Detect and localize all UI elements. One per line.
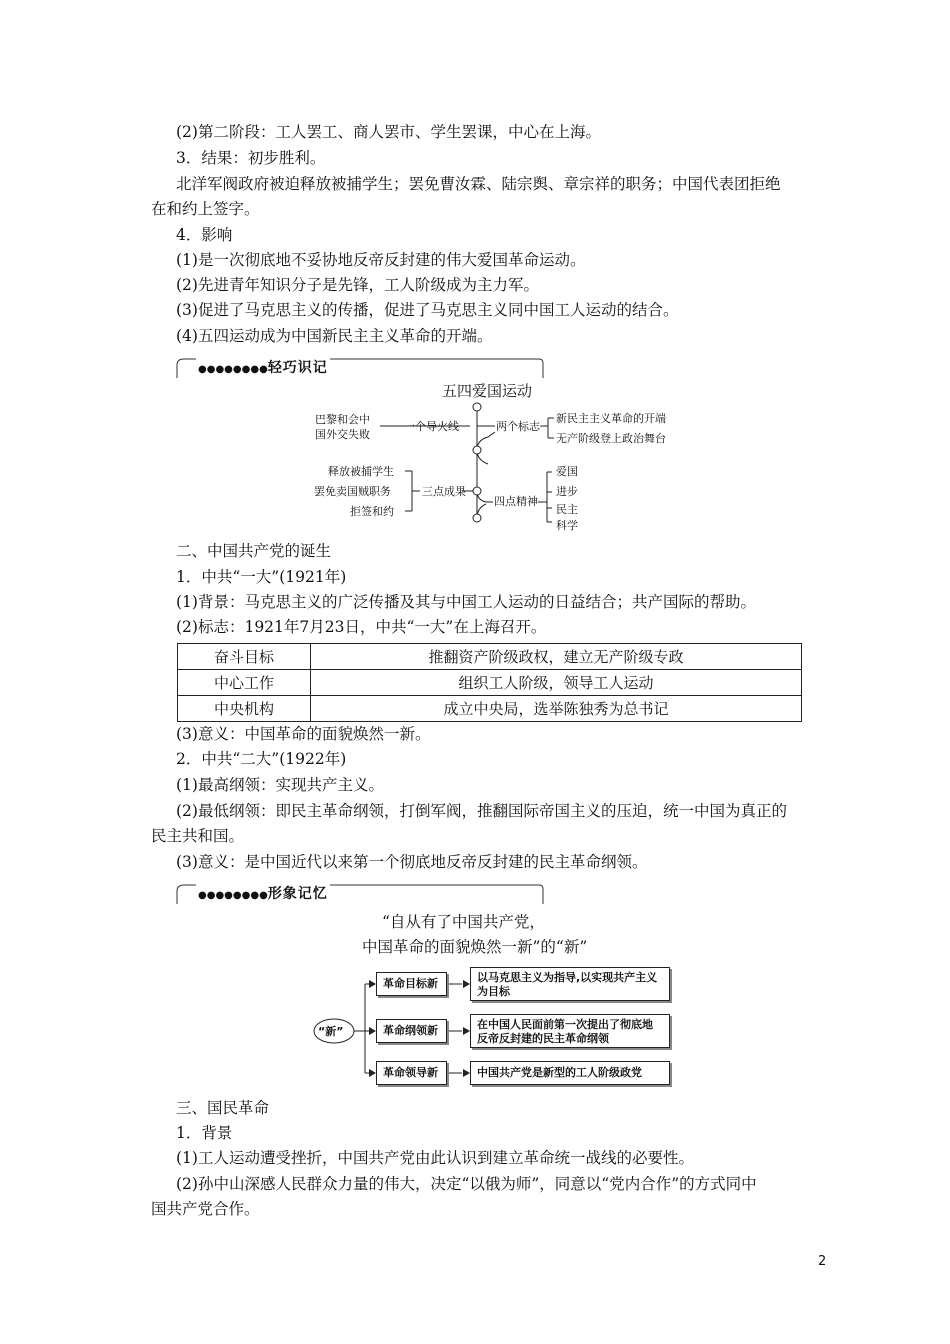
- cause-label: 国外交失败: [315, 428, 370, 441]
- subsection-heading: 1．背景: [176, 1124, 233, 1142]
- subsection-heading: 1．中共“一大”(1921年): [176, 568, 347, 586]
- text-line: (1)是一次彻底地不妥协地反帝反封建的伟大爱国革命运动。: [176, 251, 586, 269]
- diagram-title: 中国革命的面貌焕然一新”的“新”: [362, 938, 588, 956]
- text-line: (1)工人运动遭受挫折，中国共产党由此认识到建立革命统一战线的必要性。: [176, 1149, 694, 1167]
- spirit-label: 进步: [556, 485, 578, 498]
- text-line: (1)背景：马克思主义的广泛传播及其与中国工人运动的日益结合；共产国际的帮助。: [176, 593, 756, 611]
- two-marks-label: 两个标志: [496, 420, 540, 433]
- table-cell-key: 中央机构: [178, 696, 311, 722]
- text-line: 在和约上签字。: [151, 200, 260, 218]
- table-row: [178, 644, 802, 670]
- detail-line: 以马克思主义为指导,以实现共产主义: [477, 971, 658, 984]
- three-results-label: 三点成果: [422, 485, 466, 498]
- result-label: 释放被捕学生: [328, 465, 394, 478]
- detail-box: [470, 967, 670, 1001]
- section-heading: 二、中国共产党的诞生: [176, 542, 332, 560]
- aspect-box: 革命目标新: [376, 972, 447, 996]
- table-cell-value: 组织工人阶级，领导工人运动: [311, 670, 802, 696]
- spirit-label: 爱国: [556, 465, 578, 478]
- aspect-box: 革命领导新: [376, 1061, 447, 1085]
- diagram-title: 五四爱国运动: [442, 382, 533, 400]
- table-row: [178, 670, 802, 696]
- spirit-label: 民主: [556, 503, 578, 516]
- text-line: 民主共和国。: [151, 827, 245, 845]
- text-line: 国共产党合作。: [151, 1200, 260, 1218]
- may-fourth-diagram: [300, 380, 720, 530]
- four-spirits-label: 四点精神: [494, 495, 538, 508]
- text-line: (2)先进青年知识分子是先锋，工人阶级成为主力军。: [176, 276, 539, 294]
- text-line: (3)促进了马克思主义的传播，促进了马克思主义同中国工人运动的结合。: [176, 301, 679, 319]
- mark-label: 新民主主义革命的开端: [556, 412, 666, 425]
- heading-impact: 4．影响: [176, 226, 233, 244]
- center-label: “新”: [318, 1025, 344, 1038]
- result-label: 罢免卖国贼职务: [314, 485, 391, 498]
- heading-result: 3．结果：初步胜利。: [176, 149, 326, 167]
- detail-line: 为目标: [477, 985, 510, 998]
- table-cell-value: 成立中央局，选举陈独秀为总书记: [311, 696, 802, 722]
- new-diagram: [310, 962, 680, 1092]
- banner-label: ●●●●●●●●形象记忆: [196, 883, 330, 903]
- detail-box: 中国共产党是新型的工人阶级政党: [470, 1061, 670, 1085]
- fuse-label: 一个导火线: [404, 420, 459, 433]
- table-cell-key: 中心工作: [178, 670, 311, 696]
- diagram-title: “自从有了中国共产党，: [382, 913, 545, 931]
- first-congress-table: [177, 643, 802, 722]
- text-line: (2)最低纲领：即民主革命纲领，打倒军阀，推翻国际帝国主义的压迫，统一中国为真正的: [176, 802, 787, 820]
- text-line: (3)意义：是中国近代以来第一个彻底地反帝反封建的民主革命纲领。: [176, 853, 648, 871]
- memory-banner: [176, 355, 544, 379]
- text-line: (1)最高纲领：实现共产主义。: [176, 776, 384, 794]
- detail-line: 反帝反封建的民主革命纲领: [477, 1032, 609, 1045]
- aspect-box: 革命纲领新: [376, 1019, 447, 1043]
- mark-label: 无产阶级登上政治舞台: [556, 432, 666, 445]
- table-row: [178, 696, 802, 722]
- page-number: 2: [818, 1254, 827, 1269]
- cause-label: 巴黎和会中: [315, 413, 370, 426]
- text-line: (4)五四运动成为中国新民主主义革命的开端。: [176, 327, 493, 345]
- banner-label: ●●●●●●●●轻巧识记: [196, 357, 330, 377]
- text-line: (3)意义：中国革命的面貌焕然一新。: [176, 725, 431, 743]
- text-line: (2)第二阶段：工人罢工、商人罢市、学生罢课，中心在上海。: [176, 123, 601, 141]
- spirit-label: 科学: [556, 519, 578, 532]
- text-line: 北洋军阀政府被迫释放被捕学生；罢免曹汝霖、陆宗舆、章宗祥的职务；中国代表团拒绝: [176, 175, 781, 193]
- text-line: (2)标志：1921年7月23日，中共“一大”在上海召开。: [176, 618, 547, 636]
- table-cell-key: 奋斗目标: [178, 644, 311, 670]
- memory-banner: [176, 881, 544, 905]
- detail-box: [470, 1014, 670, 1048]
- result-label: 拒签和约: [350, 505, 394, 518]
- text-line: (2)孙中山深感人民群众力量的伟大，决定“以俄为师”，同意以“党内合作”的方式同中: [176, 1175, 757, 1193]
- table-cell-value: 推翻资产阶级政权，建立无产阶级专政: [311, 644, 802, 670]
- section-heading: 三、国民革命: [176, 1099, 270, 1117]
- detail-line: 在中国人民面前第一次提出了彻底地: [477, 1018, 653, 1031]
- subsection-heading: 2．中共“二大”(1922年): [176, 750, 347, 768]
